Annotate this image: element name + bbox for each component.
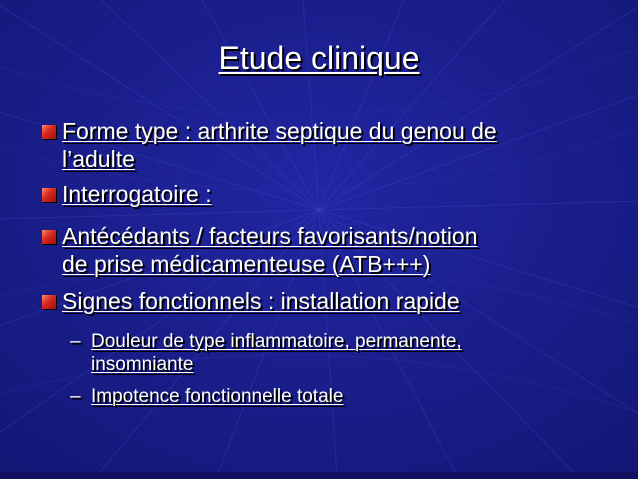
- bullet-3-line-1: Antécédants / facteurs favorisants/notion: [62, 223, 478, 249]
- red-square-bullet-icon: [42, 188, 56, 202]
- bullet-2-line-1: Interrogatoire :: [62, 181, 212, 207]
- slide-title: Etude clinique: [218, 40, 420, 76]
- bullet-1-line-2: l’adulte: [62, 146, 135, 172]
- red-square-bullet-icon: [42, 125, 56, 139]
- sub-item-2-line-1: Impotence fonctionnelle totale: [91, 386, 344, 407]
- sub-item-1-line-1: Douleur de type inflammatoire, permanente,: [91, 331, 462, 352]
- red-square-bullet-icon: [42, 295, 56, 309]
- bullet-3-line-2: de prise médicamenteuse (ATB+++): [62, 251, 431, 277]
- red-square-bullet-icon: [42, 230, 56, 244]
- bullet-4-line-1: Signes fonctionnels : installation rapide: [62, 288, 460, 314]
- bullet-1-line-1: Forme type : arthrite septique du genou de: [62, 118, 497, 144]
- sub-item-1-line-2: insomniante: [91, 354, 194, 375]
- sub-item-2-dash: –: [70, 386, 81, 407]
- sub-item-1-dash: –: [70, 331, 81, 352]
